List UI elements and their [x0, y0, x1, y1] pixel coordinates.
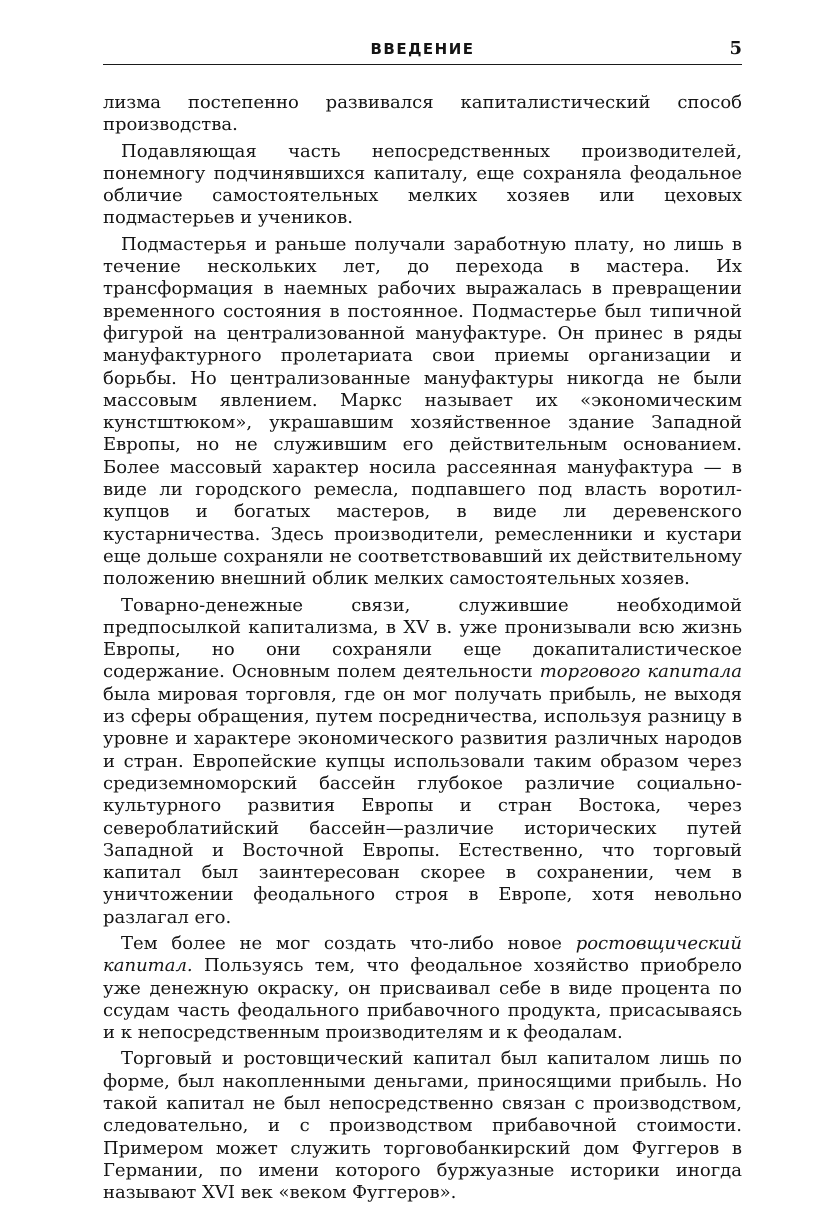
paragraph-trade-capital [103, 595, 742, 929]
paragraph-usury-capital-after: Пользуясь тем, что феодальное хозяйство приобрело уже денежную окраску, он присваивал себе в виде процента по ссудам часть феодального прибавочного продукта, присасываясь и к непосредственным производителям и к феодалам. [103, 955, 742, 1044]
paragraph-usury-capital-before: Тем более не мог создать что-либо новое [121, 932, 576, 954]
paragraph-usury-capital [103, 933, 742, 1044]
term-trade-capital: торгового капитала [539, 661, 742, 683]
page-number: 5 [729, 38, 742, 59]
term-usury-capital: ростовщический капитал. [103, 932, 742, 977]
paragraph-producers: Подавляющая часть непосредственных производителей, понемногу подчинявшихся капиталу, еще сохраняла феодальное обличие самостоятельных мелких хозяев или цеховых подмастерьев и учеников. [103, 140, 742, 229]
paragraph-continued: лизма постепенно развивался капиталистический способ производства. [103, 92, 742, 136]
paragraph-fuggers: Торговый и ростовщический капитал был капиталом лишь по форме, был накопленными деньгами, приносящими прибыль. Но такой капитал не был непосредственно связан с производством, следовательно, и с производством прибавочной стоимости. Примером может служить торговобанкирский дом Фуггеров в Германии, по имени которого буржуазные историки иногда называют XVI век «веком Фуггеров». [103, 1048, 742, 1204]
running-title: ВВЕДЕНИЕ [370, 40, 475, 58]
main-text [103, 92, 742, 1205]
paragraph-trade-capital-after: была мировая торговля, где он мог получать прибыль, не выходя из сферы обращения, путем посредничества, используя разницу в уровне и характере экономического развития различных народов и стран. Европейские купцы использовали таким образом через средиземноморский бассейн глубокое различие социально-культурного развития Европы и стран Востока, через североблатийский бассейн—различие исторических путей Западной и Восточной Европы. Естественно, что торговый капитал был заинтересован скорее в сохранении, чем в уничтожении феодального строя в Европе, хотя невольно разлагал его. [103, 683, 742, 928]
paragraph-journeymen: Подмастерья и раньше получали заработную плату, но лишь в течение нескольких лет, до перехода в мастера. Их трансформация в наемных рабочих выражалась в превращении временного состояния в постоянное. Подмастерье был типичной фигурой на централизованной мануфактуре. Он принес в ряды мануфактурного пролетариата свои приемы организации и борьбы. Но централизованные мануфактуры никогда не были массовым явлением. Маркс называет их «экономическим кунстштюком», украшавшим хозяйственное здание Западной Европы, но не служившим его действительным основанием. Более массовый характер носила рассеянная мануфактура — в виде ли городского ремесла, подпавшего под власть воротил-купцов и богатых мастеров, в виде ли деревенского кустарничества. Здесь производители, ремесленники и кустари еще дольше сохраняли не соответствовавший их действительному положению внешний облик мелких самостоятельных хозяев. [103, 233, 742, 590]
paragraph-trade-capital-before: Товарно-денежные связи, служившие необходимой предпосылкой капитализма, в XV в. уже пронизывали всю жизнь Европы, но они сохраняли еще докапиталистическое содержание. Основным полем деятельности [103, 594, 742, 683]
running-header [103, 38, 742, 65]
